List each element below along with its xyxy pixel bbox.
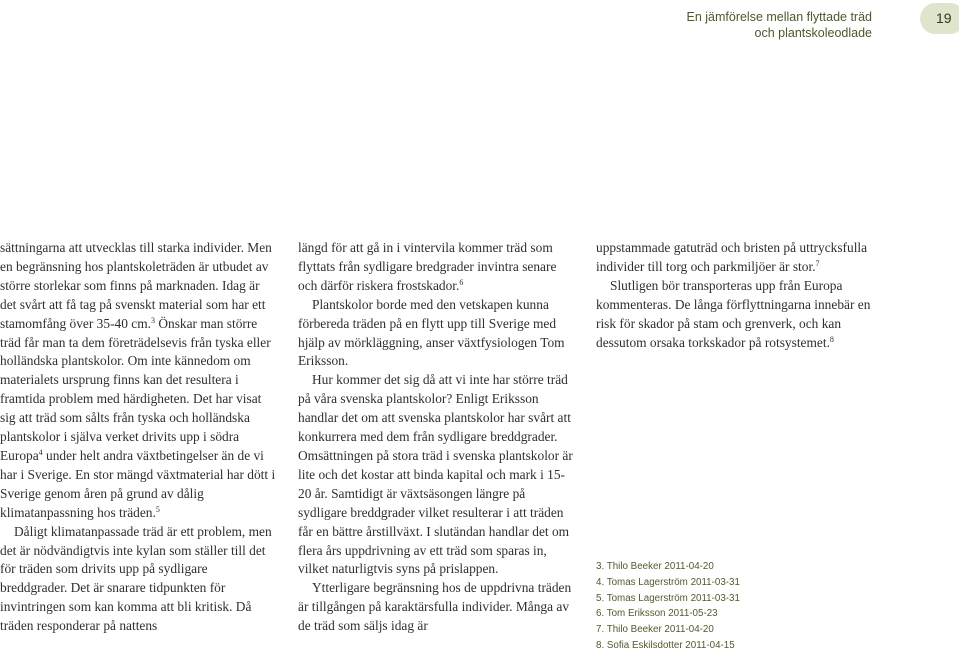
paragraph-text: Ytterligare begränsning hos de uppdrivna träden är tillgången på karaktärsfulla individer. Många av de träd som säljs idag är [298,580,572,634]
footnote-ref: 3 [150,315,155,325]
paragraph [298,296,576,372]
paragraph-text: sättningarna att utvecklas till starka individer. Men en begränsning hos plantskoleträden är utbudet av större storlekar som finns på marknaden. Idag är det svårt att få tag på svenskt material som har ett stamomfång över 35-40 cm. [0,240,272,331]
paragraph [298,371,576,579]
text-column-2 [298,239,576,636]
paragraph [298,579,576,636]
footnotes [596,559,740,654]
paragraph [0,239,278,523]
footnote-item: 7. Thilo Beeker 2011-04-20 [596,624,714,636]
paragraph [596,239,873,277]
paragraph-text: uppstammade gatuträd och bristen på uttrycksfulla individer till torg och parkmiljöer är stor. [596,240,868,274]
header-line-1: En jämförelse mellan flyttade träd [686,10,872,24]
footnote-item: 8. Sofia Eskilsdotter 2011-04-15 [596,639,735,651]
paragraph-text: längd för att gå in i vintervila kommer träd som flyttats från sydligare bredgrader invintra senare och därför riskera frostskador. [298,240,557,293]
footnote-ref: 8 [829,334,834,344]
footnote-item: 5. Tomas Lagerström 2011-03-31 [596,592,740,604]
footnote-ref: 7 [815,258,820,268]
paragraph [0,523,278,636]
running-header [686,9,872,41]
footnote-ref: 6 [459,277,464,287]
text-column-1 [0,239,278,636]
paragraph [298,239,576,296]
text-column-3 [596,239,873,352]
footnote-ref: 4 [38,447,43,457]
paragraph-text: under helt andra växtbetingelser än de vi har i Sverige. En stor mängd växtmaterial har dött i Sverige genom åren på grund av dålig klimatanpassning hos träden. [0,447,276,520]
header-line-2: och plantskoleodlade [754,26,872,40]
paragraph-text: Slutligen bör transporteras upp från Europa kommenteras. De långa förflyttningarna innebär en risk för skador på stam och grenverk, och kan dessutom orsaka torkskador på rotsystemet. [596,277,871,350]
page-number: 19 [936,10,952,26]
footnote-ref: 5 [155,504,160,514]
paragraph-text: Önskar man större träd får man ta dem företrädelsevis från tyska eller holländska plantskolor. Om inte kännedom om materialets ursprung finns kan det resultera i framtida problem med härdigheten. Det har visat sig att träd som sålts från tyska och holländska plantskolor i själva verket drivits upp i södra Europa [0,315,271,463]
footnote-item: 3. Thilo Beeker 2011-04-20 [596,561,714,572]
paragraph [596,277,873,353]
paragraph-text: Plantskolor borde med den vetskapen kunna förbereda träden på en flytt upp till Sverige med hjälp av mörkläggning, anser växtfysiologen Tom Eriksson. [298,296,565,369]
paragraph-text: Dåligt klimatanpassade träd är ett problem, men det är nödvändigtvis inte kylan som ställer till det för träden som drivits upp på sydligare breddgrader. Det är snarare tidpunkten för invintringen som kan komma att bli kritisk. Då träden responderar på nattens [0,523,272,634]
footnote-item: 4. Tomas Lagerström 2011-03-31 [596,576,740,588]
footnote-item: 6. Tom Eriksson 2011-05-23 [596,608,718,620]
paragraph-text: Hur kommer det sig då att vi inte har större träd på våra svenska plantskolor? Enligt Eriksson handlar det om att svenska plantskolor har svårt att konkurrera med dem från sydligare breddgrader. Omsättningen på stora träd i svenska plantskolor är lite och det kostar att binda kapital och mark i 15-20 år. Samtidigt är växtsäsongen längre på sydligare breddgrader vilket resulterar i att träden får en bättre årstillväxt. I slutändan handlar det om flera års uppdrivning av ett träd som sparas in, vilket naturligtvis syns på prislappen. [298,372,573,577]
